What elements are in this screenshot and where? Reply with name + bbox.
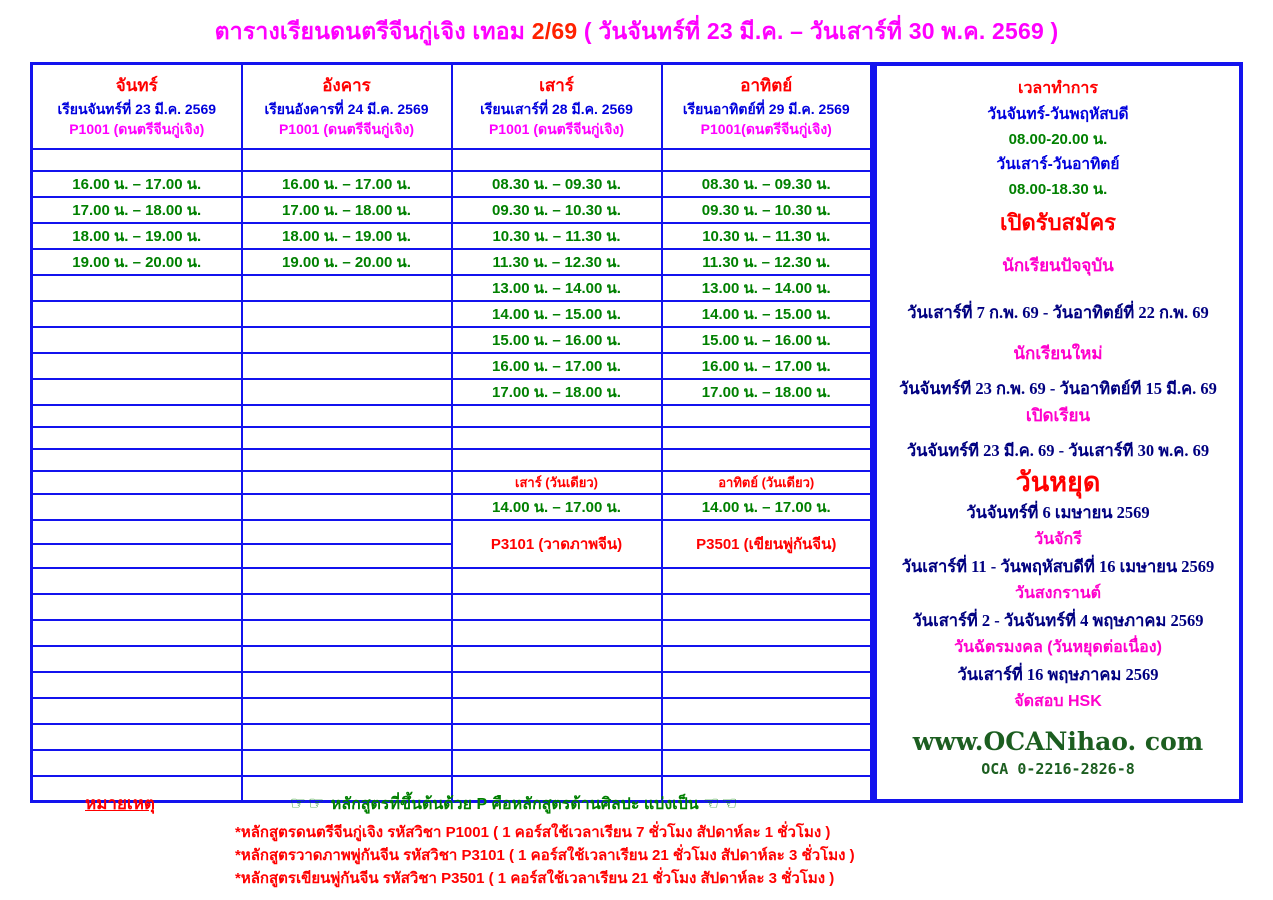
title-dates: ( วันจันทร์ที่ 23 มี.ค. – วันเสาร์ที่ 30 พ.ค. 2569 ) bbox=[577, 18, 1059, 44]
day-date: เรียนอาทิตย์ที่ 29 มี.ค. 2569 bbox=[682, 101, 850, 117]
holiday-date: วันเสาร์ที่ 11 - วันพฤหัสบดีที่ 16 เมษายน 2569 bbox=[901, 557, 1215, 576]
holiday-name: วันฉัตรมงคล (วันหยุดต่อเนื่อง) bbox=[954, 639, 1162, 656]
column-header-monday bbox=[32, 64, 242, 149]
table-row bbox=[32, 327, 872, 353]
website-url: www.OCANihao. com bbox=[912, 727, 1204, 756]
footnote-headline-row bbox=[30, 790, 1030, 817]
time-slot: 16.00 น. – 17.00 น. bbox=[662, 353, 872, 379]
time-slot: 19.00 น. – 20.00 น. bbox=[32, 249, 242, 275]
special-sunday-title: อาทิตย์ (วันเดียว) bbox=[662, 471, 872, 494]
course-code: P1001(ดนตรีจีนกู่เจิง) bbox=[700, 121, 832, 138]
holiday-name: วันจักรี bbox=[1034, 531, 1082, 548]
time-slot: 08.30 น. – 09.30 น. bbox=[452, 171, 662, 197]
day-name: อาทิตย์ bbox=[740, 75, 793, 95]
title-prefix: ตารางเรียนดนตรีจีนกู่เจิง เทอม bbox=[214, 18, 532, 44]
pointing-hand-left-icon: ☜☜ bbox=[703, 793, 740, 813]
table-row bbox=[32, 405, 872, 427]
enrollment-title: เปิดรับสมัคร bbox=[999, 210, 1116, 235]
special-box-course-row bbox=[32, 520, 872, 544]
special-sunday-time: 14.00 น. – 17.00 น. bbox=[662, 494, 872, 520]
footnotes bbox=[30, 790, 1030, 890]
time-slot: 19.00 น. – 20.00 น. bbox=[242, 249, 452, 275]
office-hours-title: เวลาทำการ bbox=[1017, 80, 1099, 97]
table-row bbox=[32, 698, 872, 724]
day-name: อังคาร bbox=[322, 75, 371, 95]
term-start-label: เปิดเรียน bbox=[1025, 406, 1091, 425]
table-row bbox=[32, 275, 872, 301]
time-slot: 16.00 น. – 17.00 น. bbox=[452, 353, 662, 379]
page-title bbox=[0, 14, 1273, 50]
term-start-dates: วันจันทร์ที 23 มี.ค. 69 - วันเสาร์ที 30 พ.ค. 69 bbox=[906, 441, 1210, 460]
special-saturday-title: เสาร์ (วันเดียว) bbox=[452, 471, 662, 494]
table-row bbox=[32, 427, 872, 449]
holiday-name: จัดสอบ HSK bbox=[1014, 693, 1102, 710]
phone-number: OCA 0-2216-2826-8 bbox=[981, 760, 1135, 778]
time-slot: 15.00 น. – 16.00 น. bbox=[662, 327, 872, 353]
course-note: *หลักสูตรเขียนพู่กันจีน รหัสวิชา P3501 ( 1 คอร์สใช้เวลาเรียน 21 ชั่วโมง สัปดาห์ละ 3 ชั่วโมง ) bbox=[235, 870, 835, 887]
table-row bbox=[32, 301, 872, 327]
time-slot: 11.30 น. – 12.30 น. bbox=[452, 249, 662, 275]
time-slot: 14.00 น. – 15.00 น. bbox=[452, 301, 662, 327]
table-row bbox=[32, 197, 872, 223]
special-box-title-row bbox=[32, 471, 872, 494]
day-date: เรียนอังคารที่ 24 มี.ค. 2569 bbox=[264, 101, 429, 117]
time-slot: 16.00 น. – 17.00 น. bbox=[32, 171, 242, 197]
time-slot: 09.30 น. – 10.30 น. bbox=[452, 197, 662, 223]
table-row bbox=[32, 620, 872, 646]
time-slot: 15.00 น. – 16.00 น. bbox=[452, 327, 662, 353]
table-row bbox=[32, 594, 872, 620]
time-slot: 17.00 น. – 18.00 น. bbox=[242, 197, 452, 223]
table-row bbox=[32, 353, 872, 379]
special-saturday-time: 14.00 น. – 17.00 น. bbox=[452, 494, 662, 520]
course-code: P1001 (ดนตรีจีนกู่เจิง) bbox=[488, 121, 625, 138]
special-box-time-row bbox=[32, 494, 872, 520]
day-name: เสาร์ bbox=[539, 75, 574, 95]
time-slot: 13.00 น. – 14.00 น. bbox=[452, 275, 662, 301]
time-slot: 10.30 น. – 11.30 น. bbox=[662, 223, 872, 249]
column-header-sunday bbox=[662, 64, 872, 149]
time-slot: 18.00 น. – 19.00 น. bbox=[32, 223, 242, 249]
current-students-label: นักเรียนปัจจุบัน bbox=[1002, 256, 1114, 275]
office-hours-time: 08.00-18.30 น. bbox=[1008, 181, 1108, 198]
title-term: 2/69 bbox=[531, 18, 578, 44]
new-students-label: นักเรียนใหม่ bbox=[1013, 344, 1103, 363]
column-header-tuesday bbox=[242, 64, 452, 149]
holidays-title: วันหยุด bbox=[1015, 467, 1101, 497]
table-row bbox=[32, 223, 872, 249]
table-row bbox=[32, 646, 872, 672]
table-header-row bbox=[32, 64, 872, 149]
time-slot: 09.30 น. – 10.30 น. bbox=[662, 197, 872, 223]
course-note: *หลักสูตรดนตรีจีนกู่เจิง รหัสวิชา P1001 ( 1 คอร์สใช้เวลาเรียน 7 ชั่วโมง สัปดาห์ละ 1 ชั่วโมง ) bbox=[235, 824, 831, 841]
special-saturday-course: P3101 (วาดภาพจีน) bbox=[452, 520, 662, 568]
course-code: P1001 (ดนตรีจีนกู่เจิง) bbox=[69, 121, 205, 138]
table-row bbox=[32, 449, 872, 471]
table-row bbox=[32, 750, 872, 776]
info-panel bbox=[873, 62, 1243, 803]
special-sunday-course: P3501 (เขียนพู่กันจีน) bbox=[662, 520, 872, 568]
time-slot: 16.00 น. – 17.00 น. bbox=[242, 171, 452, 197]
notes-headline-text: หลักสูตรที่ขึ้นต้นด้วย P คือหลักสูตรด้านศิลปะ แบ่งเป็น bbox=[330, 796, 699, 813]
office-hours-days: วันจันทร์-วันพฤหัสบดี bbox=[987, 106, 1129, 123]
main-content bbox=[30, 62, 1243, 803]
pointing-hand-right-icon: ☞☞ bbox=[290, 793, 327, 813]
table-row bbox=[32, 249, 872, 275]
column-header-saturday bbox=[452, 64, 662, 149]
time-slot: 10.30 น. – 11.30 น. bbox=[452, 223, 662, 249]
office-hours-time: 08.00-20.00 น. bbox=[1008, 131, 1108, 148]
holiday-date: วันจันทร์ที่ 6 เมษายน 2569 bbox=[966, 503, 1150, 522]
time-slot: 08.30 น. – 09.30 น. bbox=[662, 171, 872, 197]
day-name: จันทร์ bbox=[115, 75, 158, 95]
day-date: เรียนจันทร์ที่ 23 มี.ค. 2569 bbox=[57, 101, 217, 117]
table-row bbox=[32, 724, 872, 750]
new-students-dates: วันจันทร์ที 23 ก.พ. 69 - วันอาทิตย์ที 15 มี.ค. 69 bbox=[899, 379, 1217, 398]
notes-headline bbox=[290, 792, 739, 817]
office-hours-days: วันเสาร์-วันอาทิตย์ bbox=[996, 156, 1120, 173]
table-row bbox=[32, 568, 872, 594]
notes-label: หมายเหตุ bbox=[85, 794, 155, 813]
table-row bbox=[32, 379, 872, 405]
course-code: P1001 (ดนตรีจีนกู่เจิง) bbox=[278, 121, 415, 138]
course-notes-list bbox=[235, 821, 1030, 890]
table-row bbox=[32, 171, 872, 197]
table-row bbox=[32, 672, 872, 698]
current-students-dates: วันเสาร์ที่ 7 ก.พ. 69 - วันอาทิตย์ที่ 22 ก.พ. 69 bbox=[907, 303, 1209, 322]
time-slot: 17.00 น. – 18.00 น. bbox=[452, 379, 662, 405]
time-slot: 11.30 น. – 12.30 น. bbox=[662, 249, 872, 275]
time-slot: 17.00 น. – 18.00 น. bbox=[662, 379, 872, 405]
time-slot: 14.00 น. – 15.00 น. bbox=[662, 301, 872, 327]
time-slot: 17.00 น. – 18.00 น. bbox=[32, 197, 242, 223]
time-slot: 18.00 น. – 19.00 น. bbox=[242, 223, 452, 249]
time-slot: 13.00 น. – 14.00 น. bbox=[662, 275, 872, 301]
holiday-date: วันเสาร์ที่ 16 พฤษภาคม 2569 bbox=[957, 665, 1159, 684]
course-note: *หลักสูตรวาดภาพพู่กันจีน รหัสวิชา P3101 ( 1 คอร์สใช้เวลาเรียน 21 ชั่วโมง สัปดาห์ละ 3 ชั่วโมง ) bbox=[235, 847, 855, 864]
holiday-name: วันสงกรานต์ bbox=[1014, 585, 1102, 602]
class-schedule-table bbox=[30, 62, 873, 803]
holiday-date: วันเสาร์ที่ 2 - วันจันทร์ที่ 4 พฤษภาคม 2569 bbox=[912, 611, 1204, 630]
table-row bbox=[32, 149, 872, 171]
day-date: เรียนเสาร์ที่ 28 มี.ค. 2569 bbox=[480, 101, 633, 117]
